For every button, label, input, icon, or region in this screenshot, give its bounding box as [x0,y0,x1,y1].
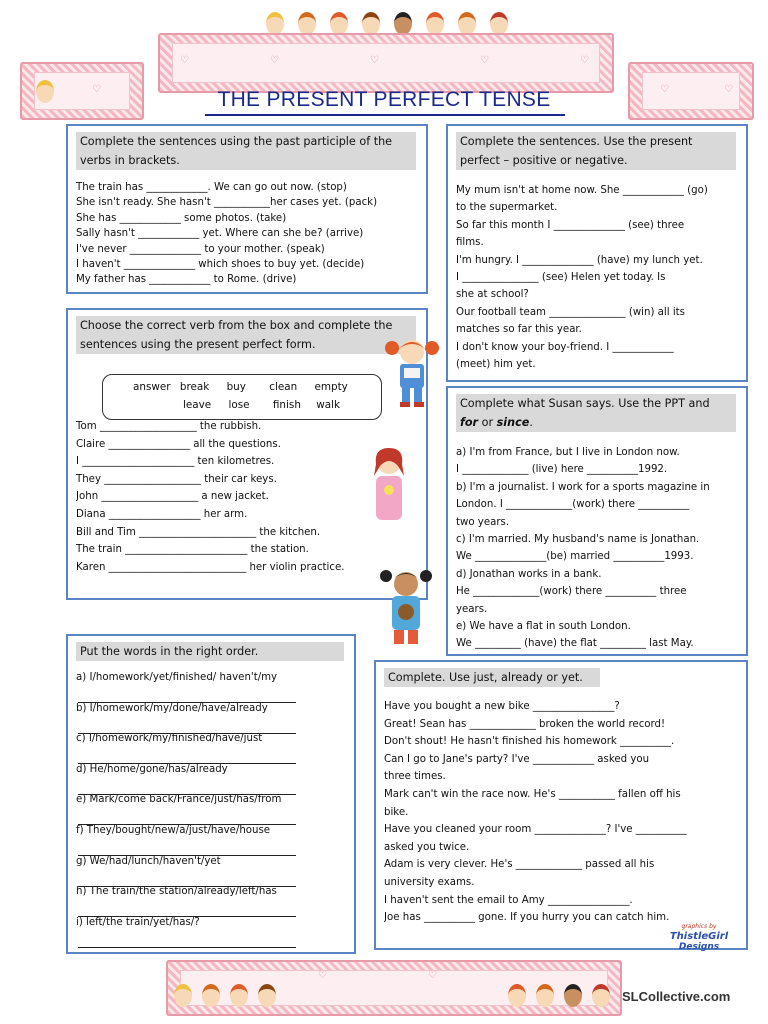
exercise-line: Great! Sean has _____________ broken the world record! [384,718,666,730]
verb-word-box [102,374,382,420]
verb-word: clean [269,381,298,393]
kid-head-icon [298,12,316,35]
exercise-4-instruction [456,394,736,432]
answer-line[interactable] [78,733,296,734]
exercise-line: Have you bought a new bike ________________? [384,701,620,712]
exercise-line: three times. [384,771,446,783]
exercise-line: Our football team _______________ (win) all its [456,306,685,318]
reorder-item: g) We/had/lunch/haven't/yet [76,855,221,867]
exercise-line: Sally hasn't ____________ yet. Where can she be? (arrive) [76,228,364,240]
exercise-line: c) I'm married. My husband's name is Jonathan. [456,534,700,546]
footer-brand: SLCollective.com [622,989,731,1004]
exercise-line: Have you cleaned your room ______________? I've __________ [384,824,687,836]
answer-line[interactable] [78,916,296,917]
exercise-line: My mum isn't at home now. She ____________ (go) [456,185,708,196]
answer-line[interactable] [78,886,296,887]
kid-head-icon [330,12,348,35]
verb-word: break [179,381,210,393]
kid-head-icon [394,12,412,35]
heart-icon: ♡ [480,55,489,66]
heart-icon: ♡ [318,970,327,981]
answer-line[interactable] [78,763,296,764]
exercise-line: matches so far this year. [456,324,582,336]
girl-red-hair-icon [380,336,444,410]
answer-line[interactable] [78,824,296,825]
kid-head-icon [202,984,220,1007]
exercise-line: London. I _____________(work) there __________ [456,499,690,511]
reorder-item: e) Mark/come back/France/just/has/from [76,794,282,806]
heart-icon: ♡ [724,84,733,95]
kid-head-icon [174,984,192,1007]
heart-icon: ♡ [270,55,279,66]
heart-icon: ♡ [180,55,189,66]
verb-row-2 [183,399,340,411]
exercise-line: Tom ___________________ the rubbish. [76,421,262,432]
exercise-line: The train ________________________ the station. [76,544,309,556]
designer-credit [664,922,734,952]
kid-head-icon [564,984,582,1007]
kid-head-icon [490,12,508,35]
exercise-4-lines [456,444,740,653]
kid-head-icon [362,12,380,35]
reorder-item: i) left/the train/yet/has/? [76,916,200,928]
girl-flower-icon [366,446,412,526]
exercise-line: We ______________(be) married __________1993. [456,551,694,563]
heart-icon: ♡ [370,55,379,66]
top-banner [158,33,614,93]
exercise-line: two years. [456,516,510,528]
exercise-line: to the supermarket. [456,202,558,214]
exercise-line: Karen ___________________________ her violin practice. [76,561,345,573]
reorder-item: b) I/homework/my/done/have/already [76,702,268,714]
verb-word: empty [314,381,348,393]
answer-line[interactable] [78,702,296,703]
exercise-line: Adam is very clever. He's _____________ passed all his [384,859,655,871]
exercise-line: She has ____________ some photos. (take) [76,212,287,224]
heart-icon: ♡ [660,84,669,95]
exercise-line: I'm hungry. I ______________ (have) my lunch yet. [456,254,703,266]
kid-head-icon [458,12,476,35]
exercise-line: Can I go to Jane's party? I've ____________ asked you [384,753,650,765]
graphics-by-text: graphics by [681,923,717,930]
exercise-line: They ___________________ their car keys. [76,473,277,485]
girl-teddy-icon [374,566,438,650]
exercise-line: asked you twice. [384,841,470,853]
exercise-line: Claire ________________ all the questions. [76,438,281,450]
kid-head-icon [508,984,526,1007]
exercise-line: Bill and Tim _______________________ the kitchen. [76,526,321,538]
heart-icon: ♡ [428,970,437,981]
exercise-line: b) I'm a journalist. I work for a sports magazine in [456,481,710,493]
kid-head-icon [266,12,284,35]
exercise-line: My father has ____________ to Rome. (drive) [76,274,297,286]
exercise-6-instruction: Complete. Use just, already or yet. [384,668,600,687]
keyword-for: for [460,416,479,429]
bottom-banner [166,960,622,1016]
exercise-4-box [446,386,748,656]
exercise-1-lines [76,180,420,288]
exercise-2-lines [456,182,740,373]
heart-icon: ♡ [580,55,589,66]
answer-line[interactable] [78,794,296,795]
exercise-line: I ______________________ ten kilometres. [76,456,275,468]
exercise-line: John ___________________ a new jacket. [76,491,269,503]
exercise-1-box [66,124,428,294]
exercise-line: So far this month I ______________ (see) three [456,219,685,231]
top-kids-decoration [258,6,520,32]
exercise-line: Mark can't win the race now. He's ___________ fallen off his [384,788,681,800]
instruction-text: Complete what Susan says. Use the PPT and [460,397,710,410]
exercise-5-box [66,634,356,954]
exercise-line: I haven't sent the email to Amy ________________. [384,894,633,906]
exercise-line: d) Jonathan works in a bank. [456,568,602,580]
exercise-line: university exams. [384,876,475,888]
kid-head-icon [426,12,444,35]
kid-head-icon [592,984,610,1007]
exercise-line: I _______________ (see) Helen yet today. Is [456,272,666,284]
exercise-line: years. [456,603,488,615]
verb-row-1 [133,381,348,393]
reorder-item: f) They/bought/new/a/just/have/house [76,824,271,836]
exercise-line: e) We have a flat in south London. [456,621,631,633]
exercise-2-instruction: Complete the sentences. Use the present perfect – positive or negative. [456,132,736,170]
exercise-line: she at school? [456,289,529,301]
kid-head-icon [536,984,554,1007]
exercise-line: Joe has __________ gone. If you hurry you can catch him. [384,912,670,924]
kid-head-icon [258,984,276,1007]
exercise-line: We _________ (have) the flat _________ last May. [456,638,694,650]
exercise-6-box [374,660,748,950]
keyword-since: since [496,416,530,429]
reorder-item: h) The train/the station/already/left/has [76,886,277,898]
reorder-item: c) I/homework/my/finished/have/just [76,733,263,745]
designer-name: ThistleGirl [669,931,729,942]
exercise-line: films. [456,237,484,249]
exercise-2-box [446,124,748,382]
exercise-line: The train has ____________. We can go out now. (stop) [76,182,347,193]
exercise-line: I've never ______________ to your mother. (speak) [76,243,325,255]
title-underline [205,114,565,116]
exercise-line: bike. [384,806,409,818]
designer-name-2: Designs [678,942,720,952]
exercise-line: I _____________ (live) here __________1992. [456,464,668,476]
instruction-text: or [478,416,497,429]
exercise-line: Don't shout! He hasn't finished his homework __________. [384,736,675,748]
exercise-line: (meet) him yet. [456,359,536,371]
instruction-text: . [529,416,533,429]
exercise-3-instruction: Choose the correct verb from the box and complete the sentences using the present perfect form. [76,316,416,354]
kid-head-icon [230,984,248,1007]
exercise-line: I don't know your boy-friend. I ____________ [456,341,674,353]
verb-word: lose [228,399,250,411]
verb-word: finish [272,399,301,411]
heart-icon: ♡ [92,84,101,95]
exercise-5-items [76,670,348,930]
verb-word: buy [226,381,246,393]
exercise-1-instruction: Complete the sentences using the past participle of the verbs in brackets. [76,132,416,170]
reorder-item: d) He/home/gone/has/already [76,763,228,775]
reorder-item: a) I/homework/yet/finished/ haven't/my [76,672,278,683]
answer-line[interactable] [78,855,296,856]
answer-line[interactable] [78,947,296,948]
verb-word: walk [316,399,341,411]
exercise-line: a) I'm from France, but I live in London now. [456,447,680,458]
exercise-6-lines [384,698,740,927]
page-title: THE PRESENT PERFECT TENSE [217,88,551,111]
verb-word: leave [183,399,212,411]
exercise-line: He _____________(work) there __________ three [456,586,687,598]
verb-word: answer [133,381,171,393]
banner-inner [172,43,600,83]
exercise-line: I haven't ______________ which shoes to buy yet. (decide) [76,259,365,271]
exercise-line: She isn't ready. She hasn't ___________her cases yet. (pack) [76,197,378,209]
exercise-5-instruction: Put the words in the right order. [76,642,344,661]
exercise-line: Diana __________________ her arm. [76,508,248,520]
